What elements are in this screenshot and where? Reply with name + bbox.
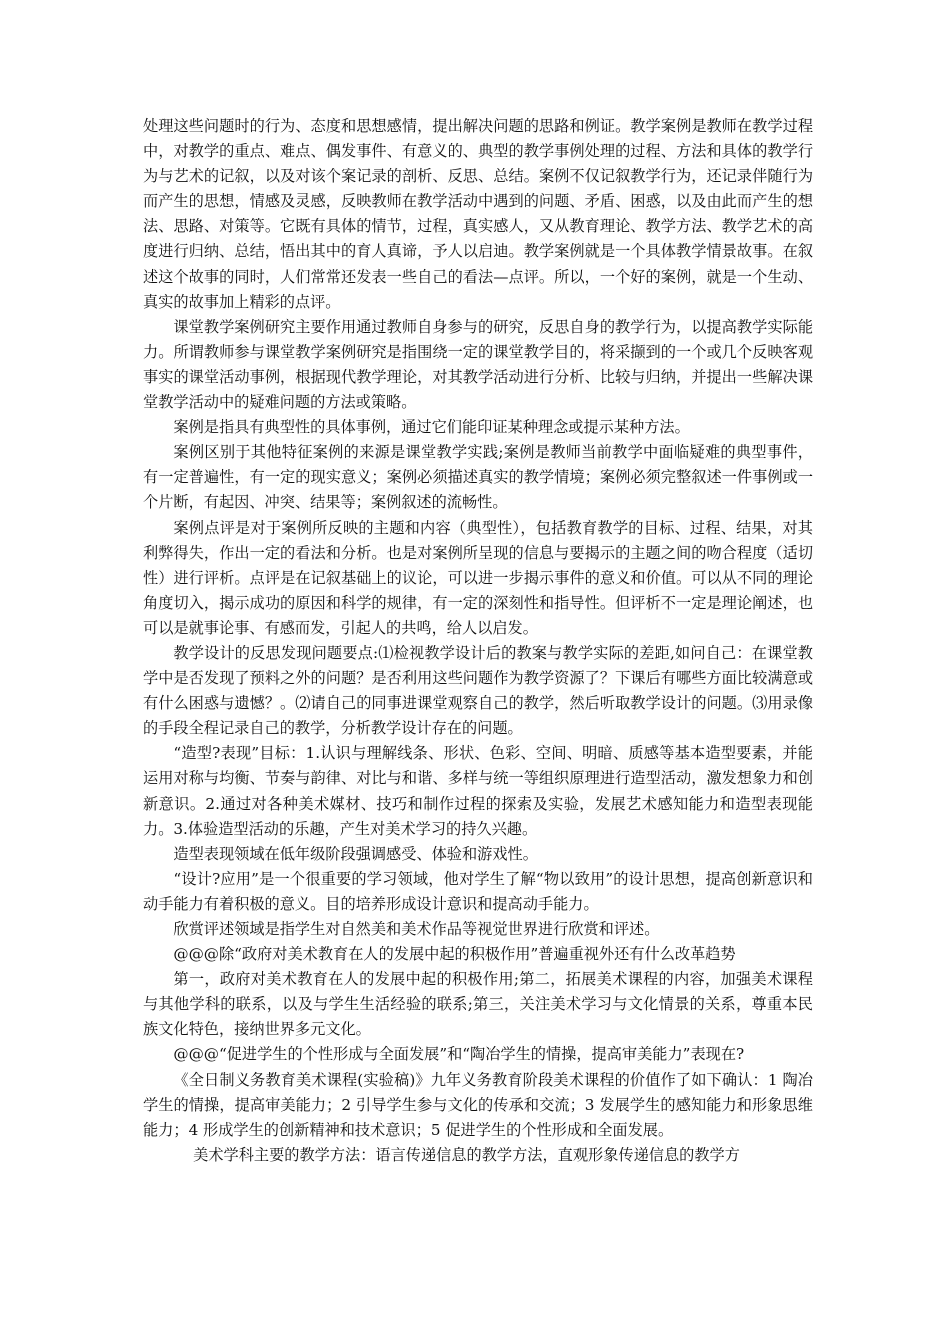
paragraph-modeling-lower-grades: 造型表现领域在低年级阶段强调感受、体验和游戏性。 (173, 844, 538, 863)
paragraph-design-reflection: 教学设计的反思发现问题要点:⑴检视教学设计后的教案与教学实际的差距,如问自己：在课堂教学中是否发现了预料之外的问题？是否利用这些问题作为教学资源了？下课后有哪些方面比较满意或有什么困惑与遗憾？。⑵请自己的同事进课堂观察自己的教学，然后听取教学设计的问题。⑶用录像的手段全程记录自己的教学，分析教学设计存在的问题。 (143, 643, 813, 738)
paragraph-question-values: @@@“促进学生的个性形成与全面发展”和“陶冶学生的情操，提高审美能力”表现在? (173, 1045, 745, 1064)
paragraph-case-study-role: 课堂教学案例研究主要作用通过教师自身参与的研究，反思自身的教学行为，以提高教学实际能力。所谓教师参与课堂教学案例研究是指围绕一定的课堂教学目的，将采撷到的一个或几个反映客观事实的课堂活动事例，根据现代教学理论，对其教学活动进行分析、比较与归纳，并提出一些解决课堂教学活动中的疑难问题的方法或策略。 (143, 317, 813, 412)
paragraph-teaching-case-definition: 处理这些问题时的行为、态度和思想感情，提出解决问题的思路和例证。教学案例是教师在教学过程中，对教学的重点、难点、偶发事件、有意义的、典型的教学事例处理的过程、方法和具体的教学行为与艺术的记叙，以及对该个案记录的剖析、反思、总结。案例不仅记叙教学行为，还记录伴随行为而产生的思想，情感及灵感，反映教师在教学活动中遇到的问题、矛盾、困惑，以及由此而产生的想法、思路、对策等。它既有具体的情节，过程，真实感人，又从教育理论、教学方法、教学艺术的高度进行归纳、总结，悟出其中的育人真谛，予人以启迪。教学案例就是一个具体教学情景故事。在叙述这个故事的同时，人们常常还发表一些自己的看法—点评。所以，一个好的案例，就是一个生动、真实的故事加上精彩的点评。 (143, 117, 813, 311)
paragraph-answer-values: 《全日制义务教育美术课程(实验稿)》九年义务教育阶段美术课程的价值作了如下确认：1 陶冶学生的情操，提高审美能力；2 引导学生参与文化的传承和交流；3 发展学生的感知能力和形象思维能力；4 形成学生的创新精神和技术意识；5 促进学生的个性形成和全面发展。 (143, 1070, 813, 1139)
paragraph-appreciation: 欣赏评述领域是指学生对自然美和美术作品等视觉世界进行欣赏和评述。 (173, 920, 660, 938)
paragraph-answer-reform-trends: 第一，政府对美术教育在人的发展中起的积极作用;第二，拓展美术课程的内容，加强美术课程与其他学科的联系，以及与学生生活经验的联系;第三，关注美术学习与文化情景的关系，尊重本民族文化特色，接纳世界多元文化。 (143, 970, 813, 1039)
paragraph-question-reform-trends: @@@除“政府对美术教育在人的发展中起的积极作用”普遍重视外还有什么改革趋势 (173, 945, 736, 964)
paragraph-case-commentary: 案例点评是对于案例所反映的主题和内容（典型性），包括教育教学的目标、过程、结果，对其利弊得失，作出一定的看法和分析。也是对案例所呈现的信息与要揭示的主题之间的吻合程度（适切性）进行评析。点评是在记叙基础上的议论，可以进一步揭示事件的意义和价值。可以从不同的理论角度切入，揭示成功的原因和科学的规律，有一定的深刻性和指导性。但评析不一定是理论阐述，也可以是就事论事、有感而发，引起人的共鸣，给人以启发。 (143, 518, 813, 637)
paragraph-case-features: 案例区别于其他特征案例的来源是课堂教学实践;案例是教师当前教学中面临疑难的典型事件，有一定普遍性，有一定的现实意义；案例必须描述真实的教学情境；案例必须完整叙述一件事例或一个片断，有起因、冲突、结果等；案例叙述的流畅性。 (143, 443, 813, 512)
paragraph-design-application: “设计?应用”是一个很重要的学习领域，他对学生了解“物以致用”的设计思想，提高创新意识和动手能力有着积极的意义。目的培养形成设计意识和提高动手能力。 (143, 869, 813, 913)
paragraph-teaching-methods: 美术学科主要的教学方法：语言传递信息的教学方法，直观形象传递信息的教学方 (193, 1145, 740, 1164)
paragraph-modeling-goals: “造型?表现”目标：1.认识与理解线条、形状、色彩、空间、明暗、质感等基本造型要素，并能运用对称与均衡、节奏与韵律、对比与和谐、多样与统一等组织原理进行造型活动，激发想象力和创新意识。2.通过对各种美术媒材、技巧和制作过程的探索及实验，发展艺术感知能力和造型表现能力。3.体验造型活动的乐趣，产生对美术学习的持久兴趣。 (143, 744, 813, 838)
paragraph-case-meaning: 案例是指具有典型性的具体事例，通过它们能印证某种理念或提示某种方法。 (173, 418, 690, 437)
document-body (143, 114, 813, 1168)
